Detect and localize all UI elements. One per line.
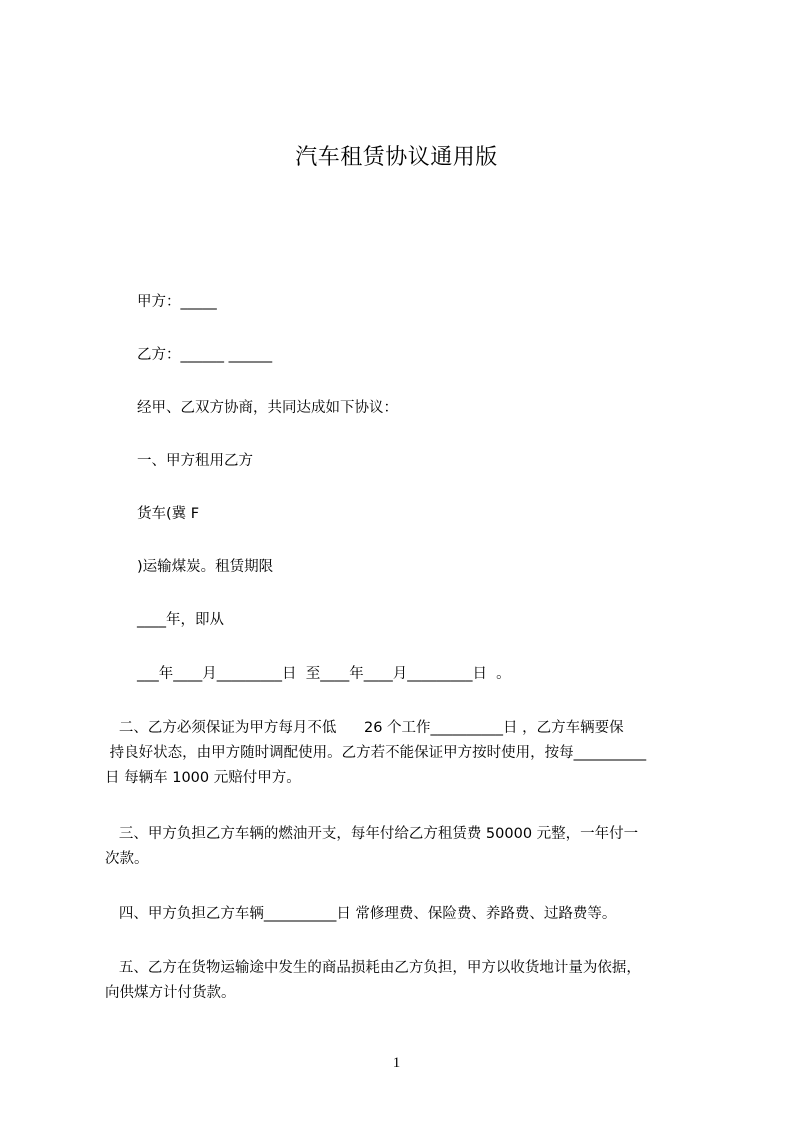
intro-line: 经甲、乙双方协商，共同达成如下协议： [137, 400, 398, 416]
document-title: 汽车租赁协议通用版 [295, 145, 498, 170]
clause-5-line-1: 五、乙方在货物运输途中发生的商品损耗由乙方负担，甲方以收货地计量为依据， [105, 960, 641, 976]
party-b-line: 乙方：______ ______ [137, 347, 273, 363]
clause-1-term: ____年，即从 [137, 612, 224, 628]
page-number: 1 [392, 1055, 401, 1071]
clause-1-vehicle: 货车(冀 F [137, 506, 200, 522]
party-a-line: 甲方：_____ [137, 294, 217, 310]
clause-2-line-2: 持良好状态，由甲方随时调配使用。乙方若不能保证甲方按时使用，按每__________ [105, 745, 647, 761]
clause-5-line-2: 向供煤方计付货款。 [105, 985, 236, 1001]
clause-1-title: 一、甲方租用乙方 [137, 453, 253, 469]
clause-1-purpose: )运输煤炭。租赁期限 [137, 559, 274, 575]
clause-1-dates: ___年____月_________日 至____年____月_________日 。 [137, 666, 511, 682]
clause-2 [105, 716, 705, 791]
clause-2-line-3: 日 每辆车 1000 元赔付甲方。 [105, 770, 301, 786]
clause-3 [105, 822, 705, 872]
clause-2-line-1: 二、乙方必须保证为甲方每月不低 26 个工作__________日 ，乙方车辆要保 [105, 720, 624, 736]
clause-4-line-1: 四、甲方负担乙方车辆__________日 常修理费、保险费、养路费、过路费等。 [105, 906, 617, 922]
clause-5 [105, 956, 705, 1006]
clause-3-line-2: 次款。 [105, 851, 149, 867]
clause-3-line-1: 三、甲方负担乙方车辆的燃油开支，每年付给乙方租赁费 50000 元整，一年付一 [105, 826, 639, 842]
clause-4 [105, 902, 705, 927]
